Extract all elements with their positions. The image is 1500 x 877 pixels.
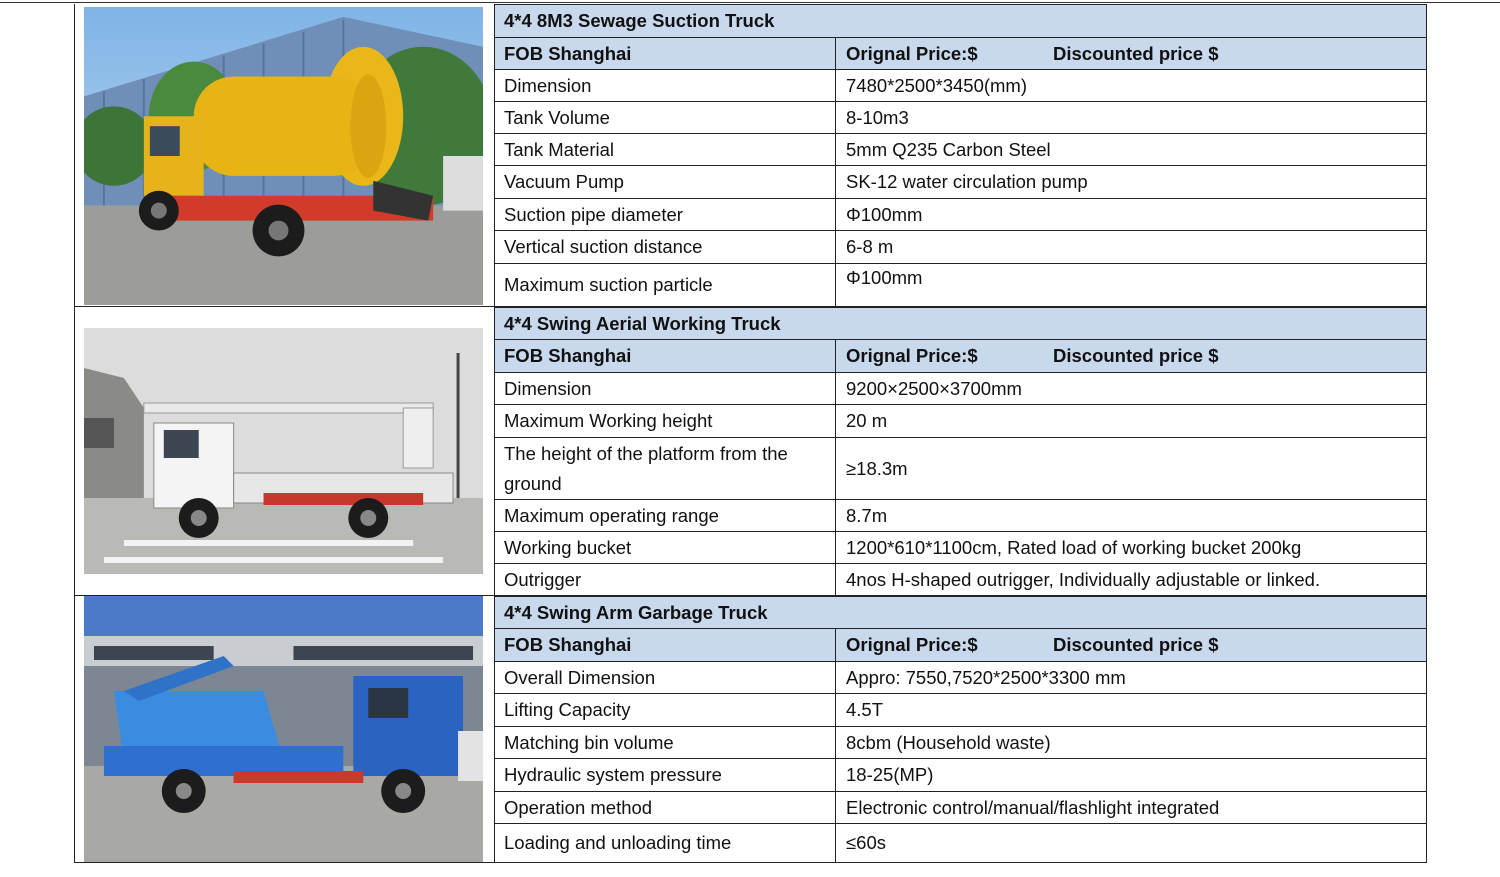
spec-value: SK-12 water circulation pump xyxy=(846,171,1088,192)
spec-label: Operation method xyxy=(495,792,836,823)
spec-label: Maximum Working height xyxy=(495,405,836,437)
price-header-row xyxy=(494,37,1426,69)
spec-row xyxy=(494,263,1426,306)
spec-label: Tank Material xyxy=(495,134,836,165)
original-price-label: Orignal Price:$ xyxy=(846,42,978,64)
page-top-rule xyxy=(0,2,1500,3)
product-title-row xyxy=(494,596,1426,628)
spec-label: Outrigger xyxy=(495,564,836,595)
spec-value: 5mm Q235 Carbon Steel xyxy=(846,138,1051,160)
spec-label: Vacuum Pump xyxy=(495,166,836,198)
original-price-label: Orignal Price:$ xyxy=(846,345,978,366)
spec-label: Tank Volume xyxy=(495,102,836,133)
aerial-working-truck-photo xyxy=(84,328,483,574)
spec-value: Φ100mm xyxy=(846,267,923,288)
spec-label: Overall Dimension xyxy=(495,662,836,693)
spec-label: Vertical suction distance xyxy=(495,231,836,263)
spec-row xyxy=(494,165,1426,198)
spec-label: The height of the platform from the ground xyxy=(495,438,836,499)
spec-value: 8cbm (Household waste) xyxy=(846,731,1051,753)
spec-label: Dimension xyxy=(495,373,836,404)
price-header-row xyxy=(494,339,1426,372)
spec-row xyxy=(494,758,1426,791)
spec-value: 6-8 m xyxy=(846,236,894,257)
spec-row xyxy=(494,437,1426,499)
spec-label: Maximum suction particle xyxy=(495,264,836,306)
spec-value: 8-10m3 xyxy=(846,106,909,128)
fob-label: FOB Shanghai xyxy=(495,629,836,661)
spec-row xyxy=(494,791,1426,823)
swing-arm-garbage-truck-photo xyxy=(84,596,483,862)
spec-row xyxy=(494,198,1426,230)
spec-value: Φ100mm xyxy=(846,203,923,225)
spec-value: 8.7m xyxy=(846,504,888,526)
spec-row xyxy=(494,101,1426,133)
price-header-cell xyxy=(836,629,1426,661)
spec-row xyxy=(494,823,1426,862)
fob-label: FOB Shanghai xyxy=(495,340,836,372)
product-title: 4*4 8M3 Sewage Suction Truck xyxy=(504,10,775,31)
spec-row xyxy=(494,693,1426,726)
spec-row xyxy=(494,563,1426,595)
discounted-price-label: Discounted price $ xyxy=(1053,634,1219,655)
product-title-row xyxy=(494,4,1426,37)
spec-label: Loading and unloading time xyxy=(495,824,836,862)
spec-label: Dimension xyxy=(495,70,836,101)
garbage-spec-table xyxy=(494,596,1426,862)
block-border-left xyxy=(74,307,75,595)
spec-row xyxy=(494,372,1426,404)
spec-row xyxy=(494,133,1426,165)
truck-spec-sheet xyxy=(74,4,1427,863)
sewage-spec-table xyxy=(494,4,1426,306)
spec-value: 7480*2500*3450(mm) xyxy=(846,74,1028,96)
sewage-suction-truck-photo xyxy=(84,7,483,305)
spec-value: 18-25(MP) xyxy=(846,764,934,785)
spec-label: Maximum operating range xyxy=(495,500,836,531)
price-header-cell xyxy=(836,340,1426,372)
spec-value: 20 m xyxy=(846,410,888,431)
product-title: 4*4 Swing Arm Garbage Truck xyxy=(504,601,768,623)
spec-value: Electronic control/manual/flashlight integrated xyxy=(846,796,1220,818)
spec-row xyxy=(494,726,1426,758)
product-block-sewage xyxy=(74,4,1427,307)
spec-value: 4.5T xyxy=(846,699,884,720)
original-price-label: Orignal Price:$ xyxy=(846,634,978,655)
product-title-row xyxy=(494,307,1426,339)
spec-value: 1200*610*1100cm, Rated load of working bucket 200kg xyxy=(846,536,1302,558)
spec-value: Appro: 7550,7520*2500*3300 mm xyxy=(846,666,1126,688)
price-header-cell xyxy=(836,38,1426,69)
fob-label: FOB Shanghai xyxy=(495,38,836,69)
spec-label: Matching bin volume xyxy=(495,727,836,758)
spec-row xyxy=(494,531,1426,563)
spec-label: Hydraulic system pressure xyxy=(495,759,836,791)
discounted-price-label: Discounted price $ xyxy=(1053,345,1219,366)
aerial-spec-table xyxy=(494,307,1426,595)
product-block-garbage xyxy=(74,596,1427,863)
spec-value: 9200×2500×3700mm xyxy=(846,377,1022,399)
block-border-left xyxy=(74,596,75,862)
spec-row xyxy=(494,230,1426,263)
spec-row xyxy=(494,404,1426,437)
spec-value: ≤60s xyxy=(846,832,886,853)
product-title: 4*4 Swing Aerial Working Truck xyxy=(504,312,781,334)
spec-row xyxy=(494,499,1426,531)
block-border-right xyxy=(1426,596,1427,862)
spec-value: ≥18.3m xyxy=(846,457,908,479)
product-block-aerial xyxy=(74,307,1427,596)
spec-value: 4nos H-shaped outrigger, Individually adjustable or linked. xyxy=(846,568,1321,590)
spec-label: Lifting Capacity xyxy=(495,694,836,726)
price-header-row xyxy=(494,628,1426,661)
discounted-price-label: Discounted price $ xyxy=(1053,42,1219,64)
spec-row xyxy=(494,661,1426,693)
block-border-right xyxy=(1426,4,1427,306)
spec-label: Working bucket xyxy=(495,532,836,563)
spec-row xyxy=(494,69,1426,101)
spec-label: Suction pipe diameter xyxy=(495,199,836,230)
block-border-right xyxy=(1426,307,1427,595)
block-border-left xyxy=(74,4,75,306)
